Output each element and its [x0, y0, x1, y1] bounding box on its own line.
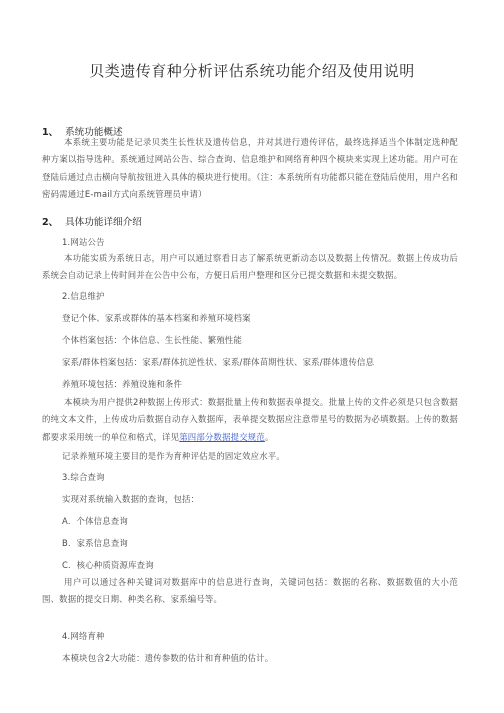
- subsection-3-item-c: C．核心种质资源库查询: [62, 560, 154, 570]
- subsection-3-paragraph: 用户可以通过各种关键词对数据库中的信息进行查询，关键词包括：数据的名称、数据数值的大小范围、数据的提交日期、种类名称、家系编号等。: [42, 577, 458, 605]
- subsection-2-line-5: 记录养殖环境主要目的是作为育种评估是的固定效应水平。: [62, 451, 285, 461]
- subsection-2-line-4: 养殖环境包括：养殖设施和条件: [62, 379, 183, 389]
- upload-description: 本模块为用户提供2种数据上传形式：数据批量上传和数据表单提交。批量上传的文件必须是只包含数据的纯文本文件，上传成功后数据自动存入数据库，表单提交数据应注意带星号的数据为必填数据。上传的数据都要求采用统一的单位和格式，详见: [42, 397, 458, 442]
- upload-description-end: 。: [264, 431, 274, 442]
- subsection-3-item-a: A．个体信息查询: [62, 516, 128, 526]
- data-spec-link[interactable]: 第四部分数据提交规范: [179, 431, 265, 442]
- subsection-2-line-2: 个体档案包括：个体信息、生长性能、繁殖性能: [62, 335, 243, 345]
- section-1-title: 系统功能概述: [65, 127, 123, 138]
- subsection-2-line-3: 家系/群体档案包括：家系/群体抗逆性状、家系/群体苗期性状、家系/群体遗传信息: [62, 357, 375, 367]
- subsection-4-line-1: 本模块包含2大功能：遗传参数的估计和育种值的估计。: [62, 653, 274, 663]
- subsection-4-title: 4.网络育种: [62, 631, 105, 641]
- section-1-paragraph: 本系统主要功能是记录贝类生长性状及遗传信息，并对其进行遗传评估，最终选择适当个体制定选种配种方案以指导选种。系统通过网站公告、综合查询、信息维护和网络育种四个模块来实现上述功能。用户可在登陆后通过点击横向导航按钮进入具体的模块进行使用。（注：本系统所有功能都只能在登陆后使用，用户名和密码需通过E-mail方式向系统管理员申请）: [42, 137, 458, 200]
- subsection-2-title: 2.信息维护: [62, 291, 105, 301]
- document-title: 贝类遗传育种分析评估系统功能介绍及使用说明: [89, 62, 415, 80]
- subsection-3-item-b: B．家系信息查询: [62, 538, 128, 548]
- section-2-number: 2、: [42, 217, 59, 228]
- subsection-2-line-1: 登记个体、家系或群体的基本档案和养殖环境档案: [62, 313, 251, 323]
- subsection-3-line-1: 实现对系统输入数据的查询，包括：: [62, 494, 200, 504]
- section-1-number: 1、: [42, 127, 59, 138]
- subsection-1-paragraph: 本功能实质为系统日志，用户可以通过察看日志了解系统更新动态以及数据上传情况。数据上传成功后系统会自动记录上传时间并在公告中公布，方便日后用户整理和区分已提交数据和未提交数据。: [42, 253, 458, 281]
- subsection-2-paragraph: [42, 394, 458, 446]
- section-2-heading: [42, 214, 142, 228]
- subsection-1-title: 1.网站公告: [62, 237, 105, 247]
- subsection-3-title: 3.综合查询: [62, 472, 105, 482]
- section-2-title: 具体功能详细介绍: [65, 217, 142, 228]
